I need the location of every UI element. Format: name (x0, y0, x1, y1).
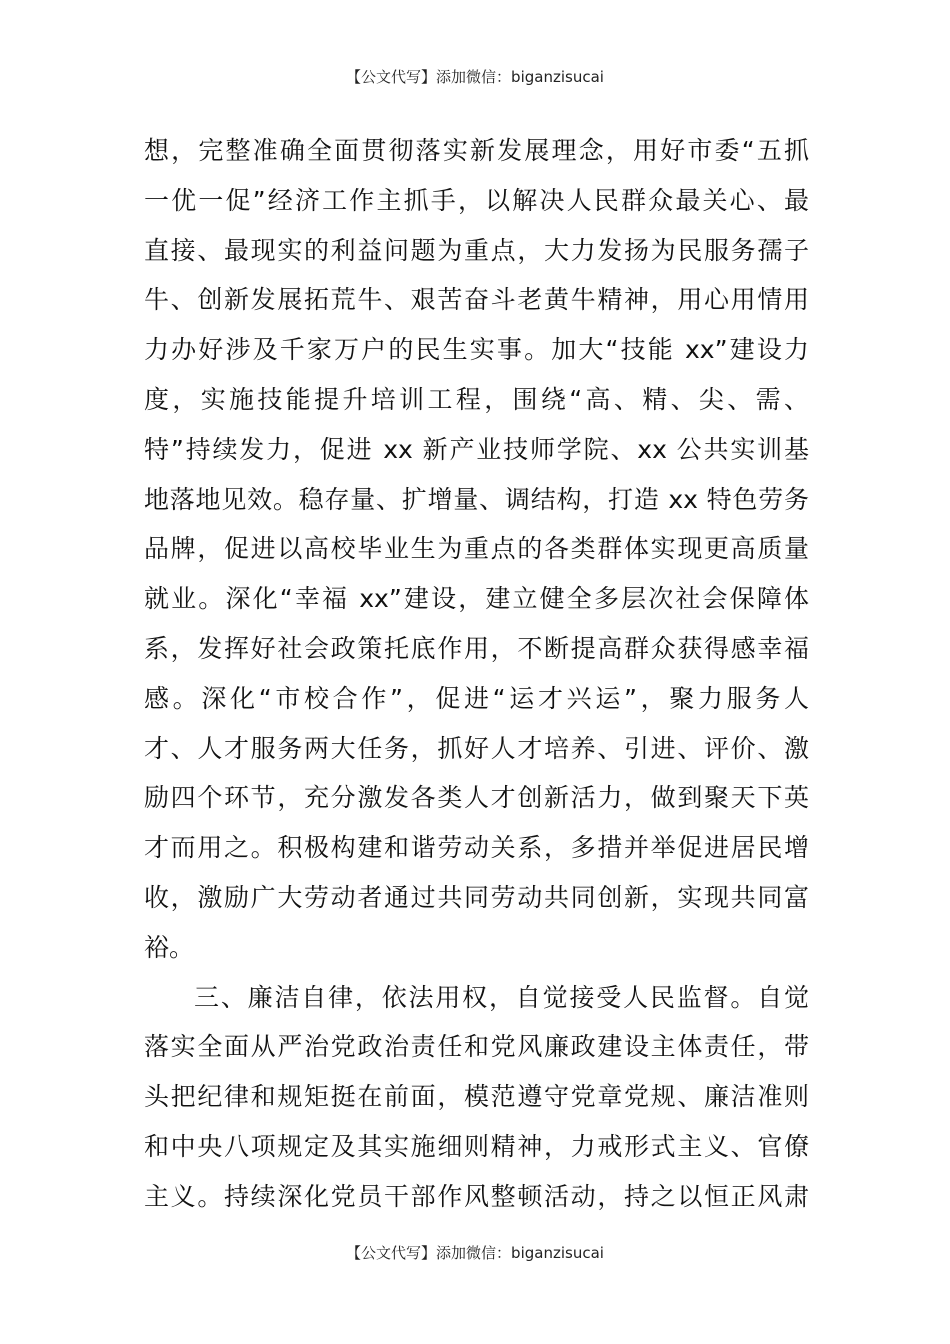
text-line: 感。深化“市校合作”，促进“运才兴运”，聚力服务人 (144, 683, 809, 713)
text-line: 力办好涉及千家万户的民生实事。加大“技能 xx”建设力 (144, 335, 809, 365)
section-heading-line: 三、廉洁自律，依法用权，自觉接受人民监督。自觉 (194, 982, 809, 1012)
text-line: 品牌，促进以高校毕业生为重点的各类群体实现更高质量 (144, 534, 809, 564)
text-line: 一优一促”经济工作主抓手，以解决人民群众最关心、最 (144, 185, 809, 215)
text-line: 系，发挥好社会政策托底作用，不断提高群众获得感幸福 (144, 633, 809, 663)
document-body (144, 126, 809, 1222)
text-line: 才而用之。积极构建和谐劳动关系，多措并举促进居民增 (144, 833, 809, 863)
text-line: 才、人才服务两大任务，抓好人才培养、引进、评价、激 (144, 733, 809, 763)
text-line: 度，实施技能提升培训工程，围绕“高、精、尖、需、 (144, 384, 809, 414)
text-line: 头把纪律和规矩挺在前面，模范遵守党章党规、廉洁准则 (144, 1082, 809, 1112)
text-line: 就业。深化“幸福 xx”建设，建立健全多层次社会保障体 (144, 584, 809, 614)
text-line: 励四个环节，充分激发各类人才创新活力，做到聚天下英 (144, 783, 809, 813)
text-line: 收，激励广大劳动者通过共同劳动共同创新，实现共同富 (144, 882, 809, 912)
page-header: 【公文代写】添加微信：biganzisucai (346, 68, 604, 86)
text-line: 落实全面从严治党政治责任和党风廉政建设主体责任，带 (144, 1032, 809, 1062)
text-line: 和中央八项规定及其实施细则精神，力戒形式主义、官僚 (144, 1131, 809, 1161)
paragraph-end-line: 裕。 (144, 932, 195, 962)
text-line: 直接、最现实的利益问题为重点，大力发扬为民服务孺子 (144, 235, 809, 265)
text-line: 特”持续发力，促进 xx 新产业技师学院、xx 公共实训基 (144, 434, 809, 464)
text-line: 地落地见效。稳存量、扩增量、调结构，打造 xx 特色劳务 (144, 484, 809, 514)
text-line: 牛、创新发展拓荒牛、艰苦奋斗老黄牛精神，用心用情用 (144, 285, 809, 315)
page-footer: 【公文代写】添加微信：biganzisucai (346, 1244, 604, 1262)
text-line: 主义。持续深化党员干部作风整顿活动，持之以恒正风肃 (144, 1181, 809, 1211)
text-line: 想，完整准确全面贯彻落实新发展理念，用好市委“五抓 (144, 136, 809, 165)
